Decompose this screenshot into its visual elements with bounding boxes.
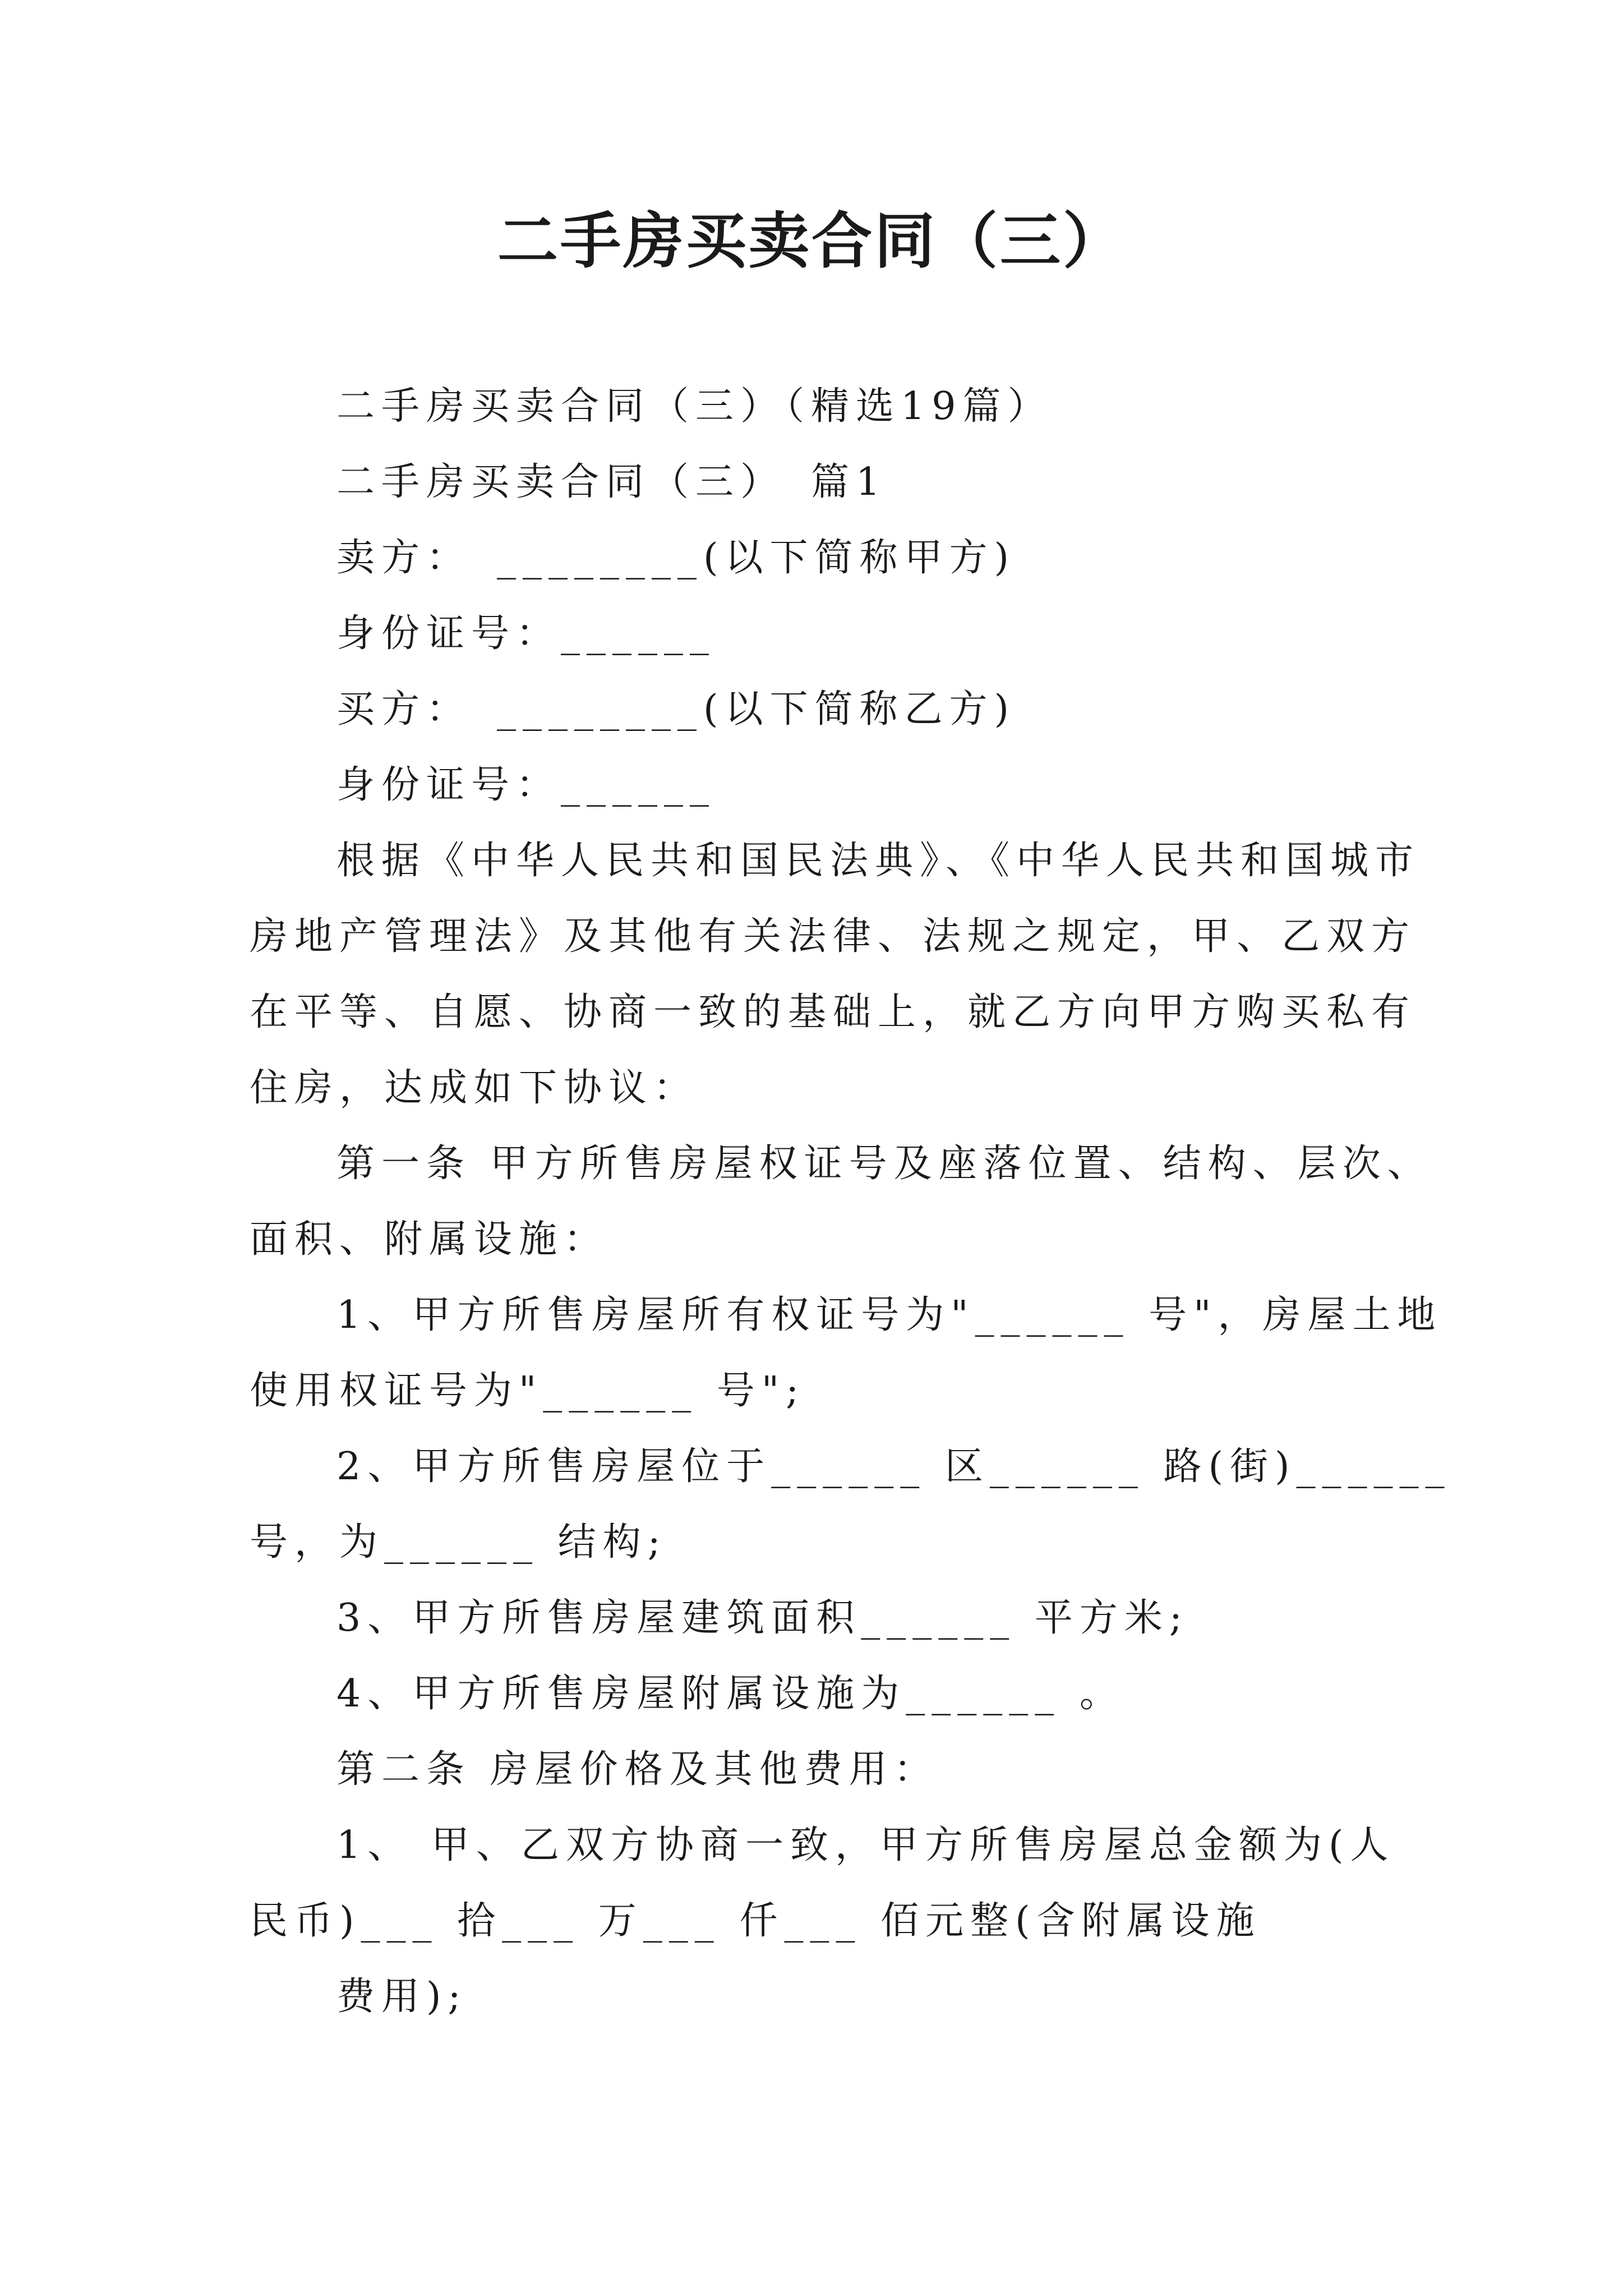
buyer-id-line: 身份证号：______ bbox=[336, 763, 716, 807]
clause-line: 号，为______ 结构; bbox=[250, 1520, 667, 1565]
clause-line: 1、甲方所售房屋所有权证号为"______ 号"，房屋土地 bbox=[336, 1293, 1442, 1337]
article-one-heading: 面积、附属设施： bbox=[250, 1217, 609, 1262]
clause-line: 4、甲方所售房屋附属设施为______ 。 bbox=[336, 1672, 1124, 1716]
article-two-heading: 第二条 房屋价格及其他费用： bbox=[336, 1747, 939, 1792]
clause-line: 1、 甲、乙双方协商一致，甲方所售房屋总金额为(人 bbox=[336, 1823, 1395, 1867]
clause-line: 3、甲方所售房屋建筑面积______ 平方米; bbox=[336, 1596, 1189, 1640]
preamble-line: 根据《中华人民共和国民法典》、《中华人民共和国城市 bbox=[336, 839, 1421, 883]
seller-line: 卖方： ________(以下简称甲方) bbox=[336, 536, 1016, 580]
section-heading: 二手房买卖合同（三） 篇1 bbox=[336, 460, 887, 504]
document-title: 二手房买卖合同（三） bbox=[497, 206, 1126, 277]
clause-line: 使用权证号为"______ 号"; bbox=[250, 1369, 806, 1413]
clause-line: 民币)___ 拾___ 万___ 仟___ 佰元整(含附属设施 bbox=[250, 1899, 1261, 1943]
clause-line: 2、甲方所售房屋位于______ 区______ 路(街)______ bbox=[336, 1444, 1451, 1489]
preamble-line: 在平等、自愿、协商一致的基础上，就乙方向甲方购买私有 bbox=[250, 990, 1417, 1034]
seller-id-line: 身份证号：______ bbox=[336, 611, 716, 656]
preamble-line: 房地产管理法》及其他有关法律、法规之规定，甲、乙双方 bbox=[250, 914, 1417, 959]
article-one-heading: 第一条 甲方所售房屋权证号及座落位置、结构、层次、 bbox=[336, 1142, 1432, 1186]
preamble-line: 住房，达成如下协议： bbox=[250, 1066, 699, 1110]
subtitle-line: 二手房买卖合同（三）（精选19篇） bbox=[336, 384, 1053, 429]
buyer-line: 买方： ________(以下简称乙方) bbox=[336, 687, 1016, 731]
clause-line: 费用); bbox=[336, 1975, 468, 2019]
